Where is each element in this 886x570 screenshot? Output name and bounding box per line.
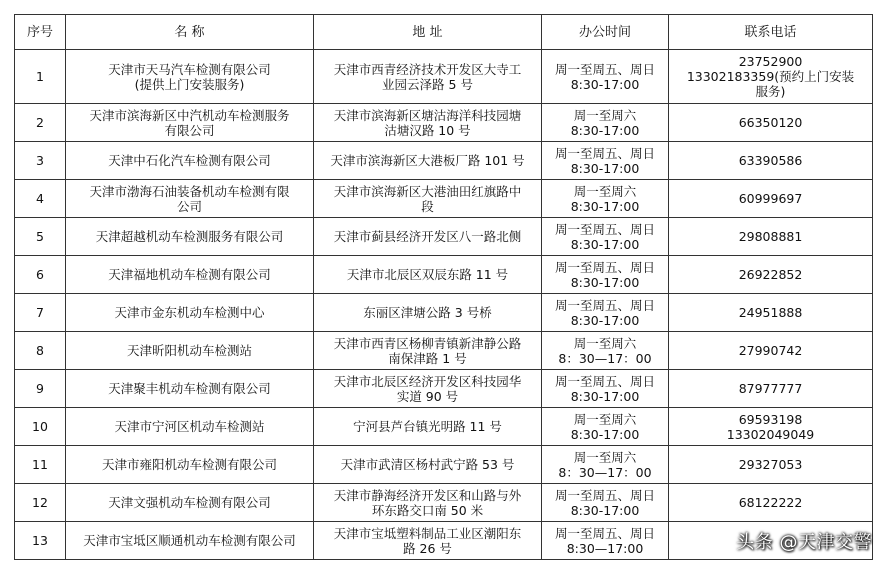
phone-line: 60999697 [738, 191, 803, 206]
address-line: 天津市蓟县经济开发区八一路北侧 [333, 229, 522, 244]
office-hours-line: 周一至周五、周日 [554, 525, 655, 541]
header-no: 序号 [15, 15, 66, 50]
office-hours-cell [542, 256, 669, 294]
row-number-cell: 10 [15, 408, 66, 446]
phone-line: 63390586 [738, 153, 803, 168]
address-line: 环东路交口南 50 米 [371, 502, 484, 518]
office-hours-line: 8:30-17:00 [570, 388, 640, 404]
company-name-cell [66, 332, 314, 370]
office-hours-cell [542, 484, 669, 522]
address-line: 天津市北辰区经济开发区科技园华 [333, 373, 522, 389]
address-line: 天津市北辰区双辰东路 11 号 [346, 267, 509, 282]
address-line: 路 26 号 [403, 540, 452, 556]
office-hours-cell [542, 218, 669, 256]
phone-line: 27990742 [738, 343, 803, 358]
phone-line: 87977777 [738, 381, 803, 396]
company-name-line: 天津福地机动车检测有限公司 [108, 267, 271, 282]
row-number-cell: 7 [15, 294, 66, 332]
row-number-cell: 2 [15, 104, 66, 142]
company-name-cell [66, 294, 314, 332]
phone-cell [669, 370, 873, 408]
header-phone: 联系电话 [669, 15, 873, 50]
office-hours-line: 8：30—17：00 [558, 350, 652, 366]
table-header-row [15, 15, 873, 50]
address-cell [314, 332, 542, 370]
address-line: 天津市宝坻塑料制品工业区潮阳东 [333, 525, 522, 541]
row-number-cell: 12 [15, 484, 66, 522]
address-cell [314, 370, 542, 408]
office-hours-line: 周一至周六 [573, 183, 637, 199]
office-hours-line: 周一至周五、周日 [554, 373, 655, 389]
row-number-cell: 11 [15, 446, 66, 484]
office-hours-line: 周一至周五、周日 [554, 487, 655, 503]
table-row [15, 446, 873, 484]
office-hours-line: 8:30-17:00 [570, 274, 640, 290]
phone-cell [669, 218, 873, 256]
office-hours-cell [542, 370, 669, 408]
address-cell [314, 104, 542, 142]
phone-cell [669, 332, 873, 370]
office-hours-line: 周一至周五、周日 [554, 221, 655, 237]
address-cell [314, 142, 542, 180]
company-name-cell [66, 484, 314, 522]
office-hours-line: 8:30-17:00 [570, 426, 640, 442]
phone-cell [669, 256, 873, 294]
table-row [15, 256, 873, 294]
phone-cell [669, 484, 873, 522]
phone-line: 服务) [755, 84, 786, 99]
phone-line: 26922852 [738, 267, 803, 282]
table-row [15, 332, 873, 370]
company-name-line: 天津文强机动车检测有限公司 [108, 495, 271, 510]
phone-line: 66350120 [738, 115, 803, 130]
phone-line: 68122222 [738, 495, 803, 510]
company-name-line: 有限公司 [164, 122, 215, 138]
address-line: 天津市武清区杨村武宁路 53 号 [340, 457, 515, 472]
phone-line: 24951888 [738, 305, 803, 320]
table-row [15, 142, 873, 180]
company-name-line: 天津市天马汽车检测有限公司 [108, 61, 271, 77]
company-name-cell [66, 446, 314, 484]
company-name-cell [66, 104, 314, 142]
header-name: 名 称 [66, 15, 314, 50]
table-row [15, 104, 873, 142]
table-body [15, 50, 873, 560]
company-name-cell [66, 408, 314, 446]
company-name-cell [66, 50, 314, 104]
office-hours-line: 8:30-17:00 [570, 122, 640, 138]
company-name-line: 天津超越机动车检测服务有限公司 [95, 229, 284, 244]
header-address: 地 址 [314, 15, 542, 50]
address-line: 东丽区津塘公路 3 号桥 [363, 305, 492, 320]
company-name-line: 天津市渤海石油装备机动车检测有限 [89, 183, 290, 199]
phone-cell [669, 446, 873, 484]
office-hours-line: 周一至周五、周日 [554, 297, 655, 313]
company-name-line: 公司 [176, 198, 202, 214]
table-row [15, 218, 873, 256]
office-hours-cell [542, 332, 669, 370]
office-hours-line: 8:30—17:00 [566, 540, 644, 556]
table-row [15, 50, 873, 104]
header-hours: 办公时间 [542, 15, 669, 50]
address-line: 天津市西青区杨柳青镇新津静公路 [333, 335, 522, 351]
row-number-cell: 5 [15, 218, 66, 256]
address-line: 天津市静海经济开发区和山路与外 [333, 487, 522, 503]
office-hours-cell [542, 446, 669, 484]
company-name-line: 天津市金东机动车检测中心 [114, 305, 265, 320]
office-hours-line: 8:30-17:00 [570, 160, 640, 176]
address-cell [314, 256, 542, 294]
office-hours-line: 周一至周六 [573, 107, 637, 123]
office-hours-line: 周一至周五、周日 [554, 61, 655, 77]
address-line: 实道 90 号 [396, 388, 459, 404]
company-name-line: (提供上门安装服务) [134, 76, 245, 92]
phone-line: 29327053 [738, 457, 803, 472]
company-name-cell [66, 256, 314, 294]
phone-cell [669, 104, 873, 142]
phone-line: 13302183359(预约上门安装 [686, 69, 855, 84]
address-line: 天津市滨海新区大港油田红旗路中 [333, 183, 522, 199]
office-hours-line: 周一至周六 [573, 335, 637, 351]
row-number-cell: 6 [15, 256, 66, 294]
phone-cell [669, 50, 873, 104]
office-hours-line: 8:30-17:00 [570, 312, 640, 328]
office-hours-cell [542, 50, 669, 104]
address-cell [314, 408, 542, 446]
row-number-cell: 8 [15, 332, 66, 370]
address-line: 宁河县芦台镇光明路 11 号 [353, 419, 502, 434]
table-row [15, 370, 873, 408]
address-line: 天津市滨海新区塘沽海洋科技园塘 [333, 107, 522, 123]
row-number-cell: 1 [15, 50, 66, 104]
office-hours-line: 周一至周六 [573, 411, 637, 427]
company-name-line: 天津聚丰机动车检测有限公司 [108, 381, 271, 396]
office-hours-cell [542, 180, 669, 218]
address-line: 业园云泽路 5 号 [382, 76, 473, 92]
address-cell [314, 484, 542, 522]
company-name-line: 天津市雍阳机动车检测有限公司 [101, 457, 277, 472]
address-line: 天津市西青经济技术开发区大寺工 [333, 61, 522, 77]
company-name-line: 天津市宁河区机动车检测站 [114, 419, 265, 434]
company-name-cell [66, 142, 314, 180]
row-number-cell: 3 [15, 142, 66, 180]
office-hours-line: 8:30-17:00 [570, 502, 640, 518]
inspection-station-table [14, 14, 873, 560]
address-cell [314, 294, 542, 332]
row-number-cell: 13 [15, 522, 66, 560]
phone-line: 23752900 [738, 54, 803, 69]
office-hours-line: 8:30-17:00 [570, 236, 640, 252]
phone-cell [669, 142, 873, 180]
company-name-line: 天津昕阳机动车检测站 [126, 343, 252, 358]
office-hours-cell [542, 294, 669, 332]
company-name-cell [66, 180, 314, 218]
office-hours-line: 周一至周五、周日 [554, 259, 655, 275]
office-hours-line: 8:30-17:00 [570, 76, 640, 92]
company-name-line: 天津市滨海新区中汽机动车检测服务 [89, 107, 290, 123]
phone-cell [669, 180, 873, 218]
company-name-line: 天津市宝坻区顺通机动车检测有限公司 [83, 533, 296, 548]
office-hours-cell [542, 408, 669, 446]
phone-line: 29808881 [738, 229, 803, 244]
address-line: 南保津路 1 号 [388, 350, 467, 366]
phone-line: 13302049049 [726, 426, 815, 442]
table-row [15, 484, 873, 522]
company-name-line: 天津中石化汽车检测有限公司 [108, 153, 271, 168]
company-name-cell [66, 370, 314, 408]
office-hours-cell [542, 142, 669, 180]
address-line: 段 [421, 198, 434, 214]
phone-cell [669, 294, 873, 332]
row-number-cell: 9 [15, 370, 66, 408]
office-hours-line: 周一至周六 [573, 449, 637, 465]
address-cell [314, 180, 542, 218]
office-hours-line: 8:30-17:00 [570, 198, 640, 214]
office-hours-cell [542, 104, 669, 142]
office-hours-line: 周一至周五、周日 [554, 145, 655, 161]
address-line: 沽塘汉路 10 号 [384, 122, 471, 138]
address-cell [314, 522, 542, 560]
company-name-cell [66, 522, 314, 560]
address-cell [314, 218, 542, 256]
phone-cell [669, 408, 873, 446]
office-hours-line: 8：30—17：00 [558, 464, 652, 480]
table-row [15, 408, 873, 446]
address-cell [314, 50, 542, 104]
address-cell [314, 446, 542, 484]
table-row [15, 294, 873, 332]
address-line: 天津市滨海新区大港板厂路 101 号 [330, 153, 525, 168]
phone-line: 69593198 [738, 411, 803, 427]
company-name-cell [66, 218, 314, 256]
watermark: 头条 @天津交警 [736, 532, 872, 553]
office-hours-cell [542, 522, 669, 560]
table-row [15, 180, 873, 218]
row-number-cell: 4 [15, 180, 66, 218]
